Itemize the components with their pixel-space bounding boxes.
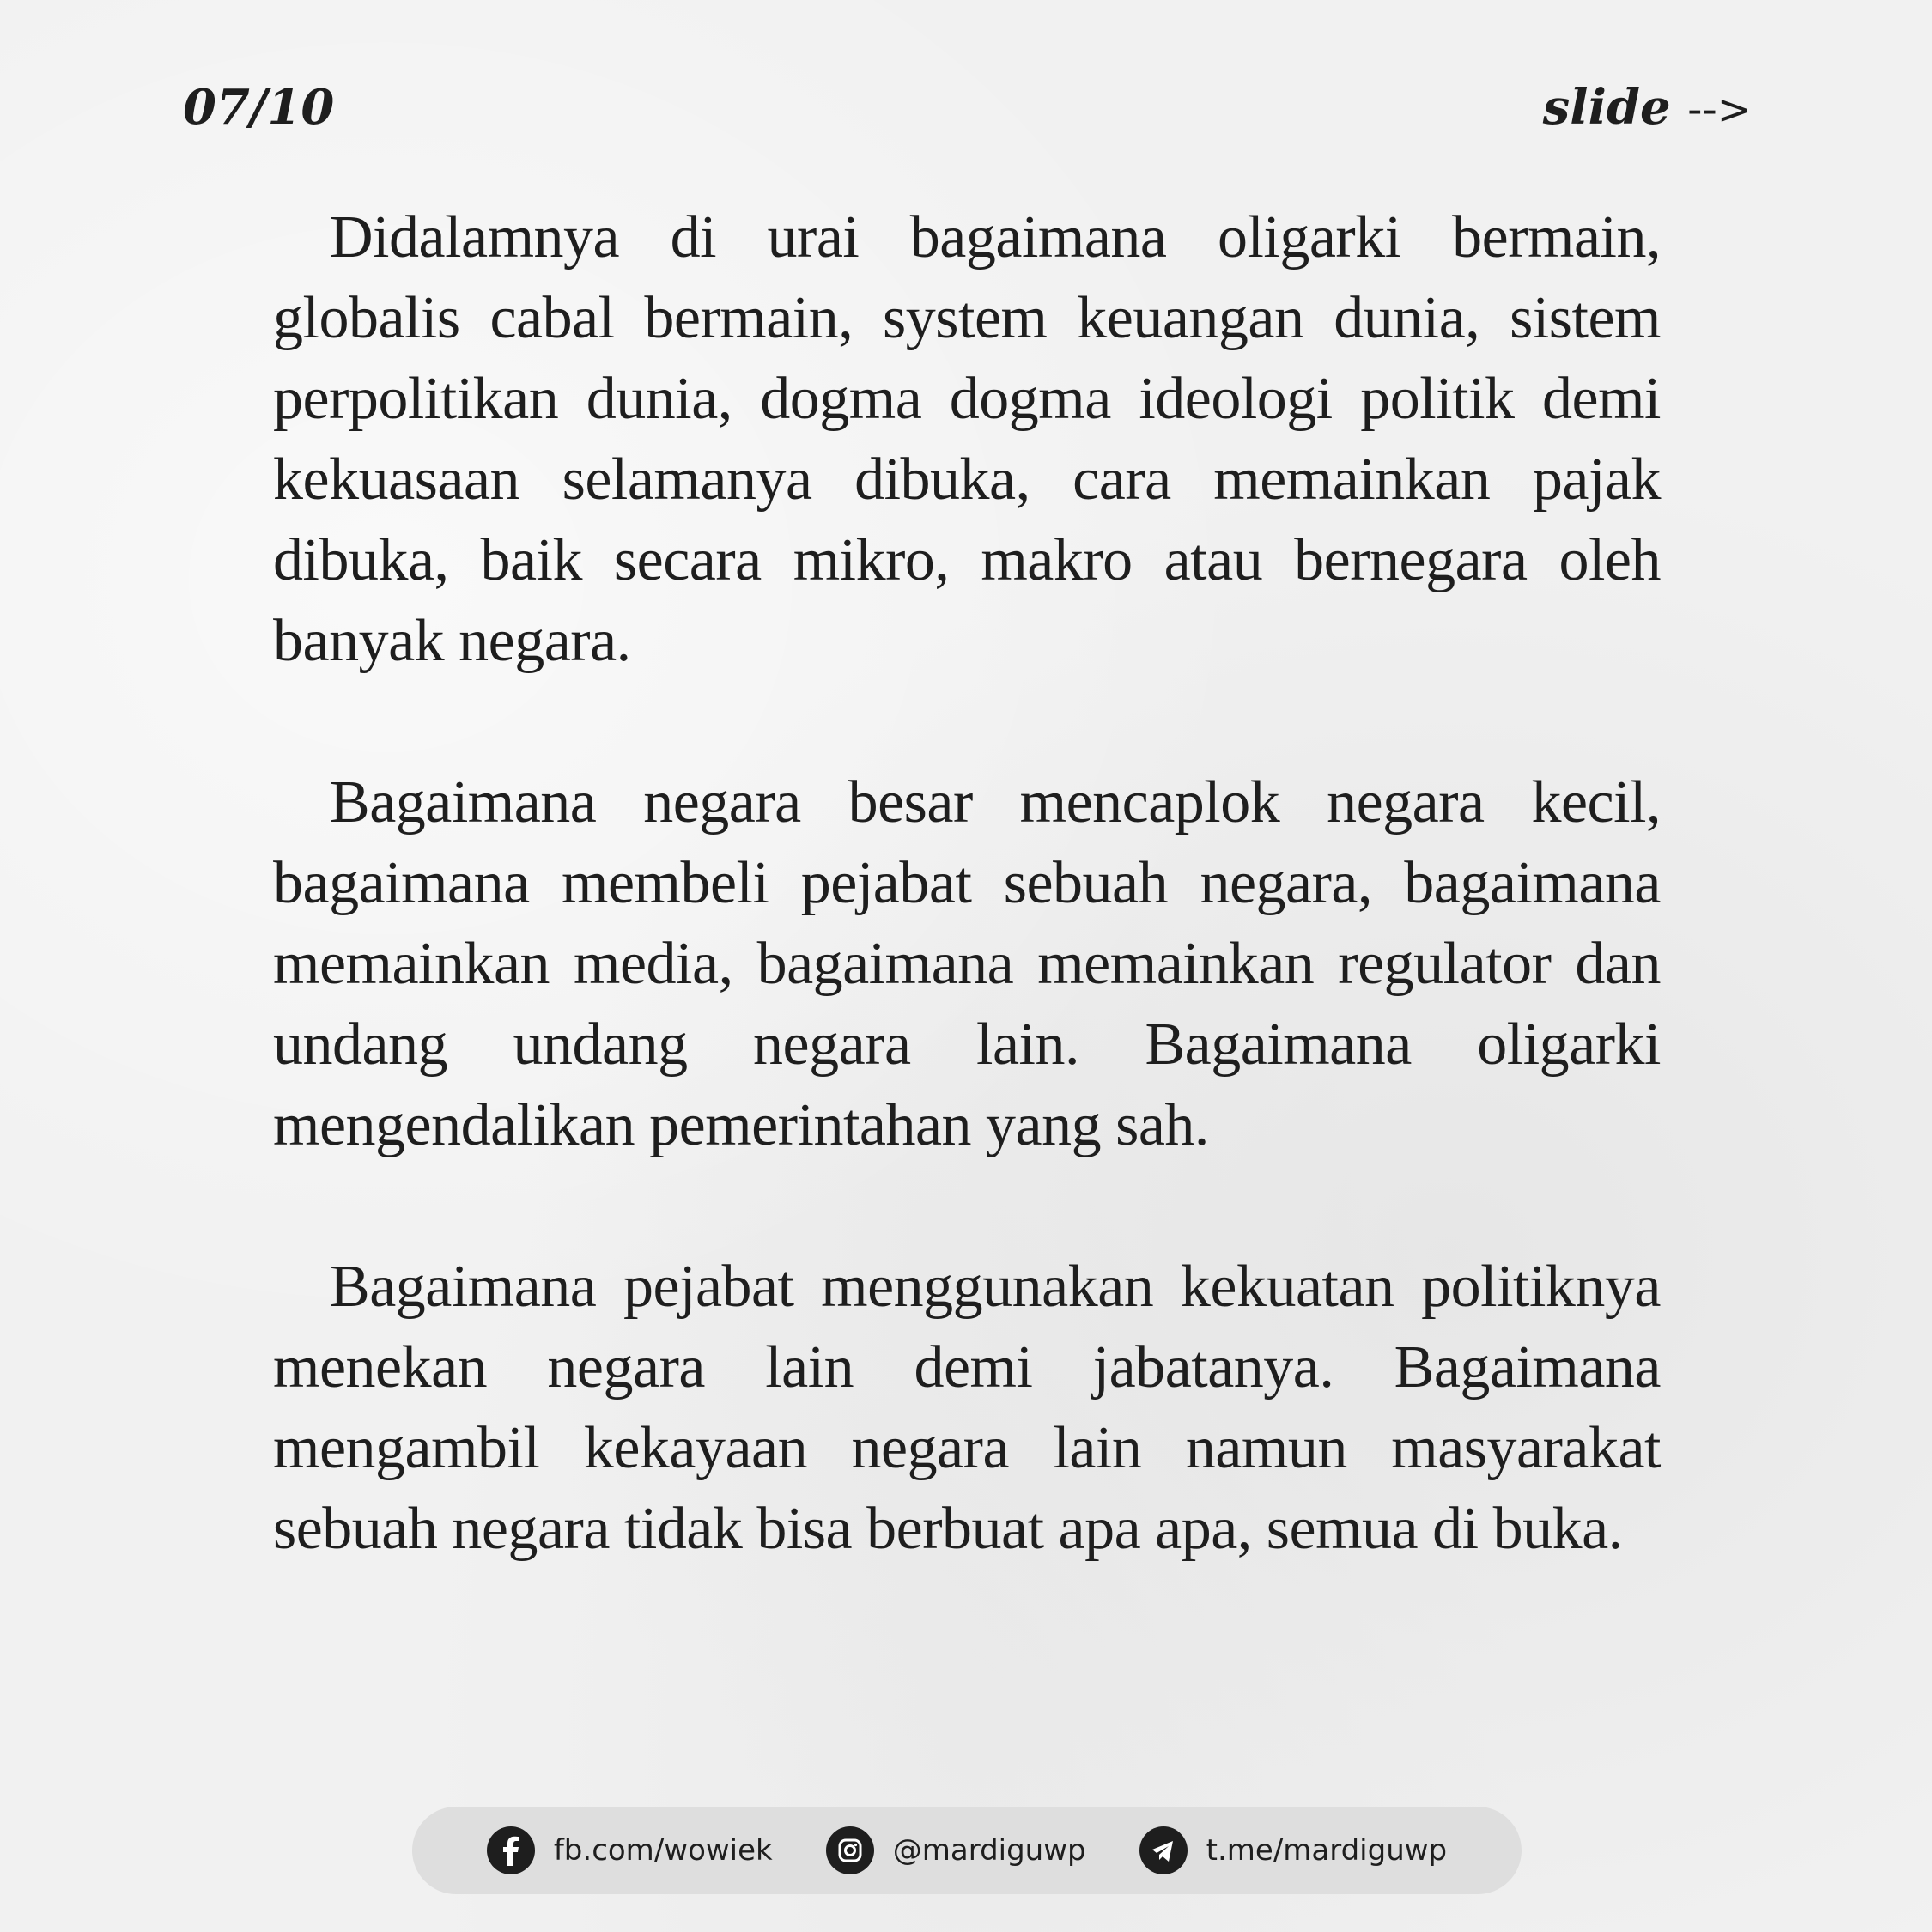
instagram-icon (826, 1826, 874, 1874)
slide-hint (1543, 79, 1752, 136)
social-link-instagram[interactable] (826, 1826, 1086, 1874)
body-text (273, 197, 1661, 1650)
social-links-bar (412, 1807, 1522, 1894)
arrow-icon: --> (1687, 86, 1752, 134)
page-number: 07/10 (183, 79, 335, 136)
facebook-icon (487, 1826, 535, 1874)
facebook-label: fb.com/wowiek (553, 1833, 773, 1868)
paragraph-1: Didalamnya di urai bagaimana oligarki bermain, globalis cabal bermain, system keuangan dunia, sistem perpolitikan dunia, dogma dogma ideologi politik demi kekuasaan selamanya dibuka, cara memainkan pajak dibuka, baik secara mikro, makro atau bernegara oleh banyak negara. (273, 204, 1661, 674)
instagram-label: @mardiguwp (892, 1833, 1086, 1868)
slide-label: slide (1542, 79, 1671, 136)
paragraph-2: Bagaimana negara besar mencaplok negara kecil, bagaimana membeli pejabat sebuah negara, bagaimana memainkan media, bagaimana memainkan regulator dan undang undang negara lain. Bagaimana oligarki mengendalikan pemerintahan yang sah. (273, 769, 1661, 1158)
social-link-facebook[interactable] (487, 1826, 773, 1874)
telegram-icon (1139, 1826, 1188, 1874)
telegram-label: t.me/mardiguwp (1206, 1833, 1448, 1868)
paragraph-3: Bagaimana pejabat menggunakan kekuatan politiknya menekan negara lain demi jabatanya. Bagaimana mengambil kekayaan negara lain namun masyarakat sebuah negara tidak bisa berbuat apa apa, semua di buka. (273, 1254, 1661, 1562)
social-link-telegram[interactable] (1139, 1826, 1448, 1874)
